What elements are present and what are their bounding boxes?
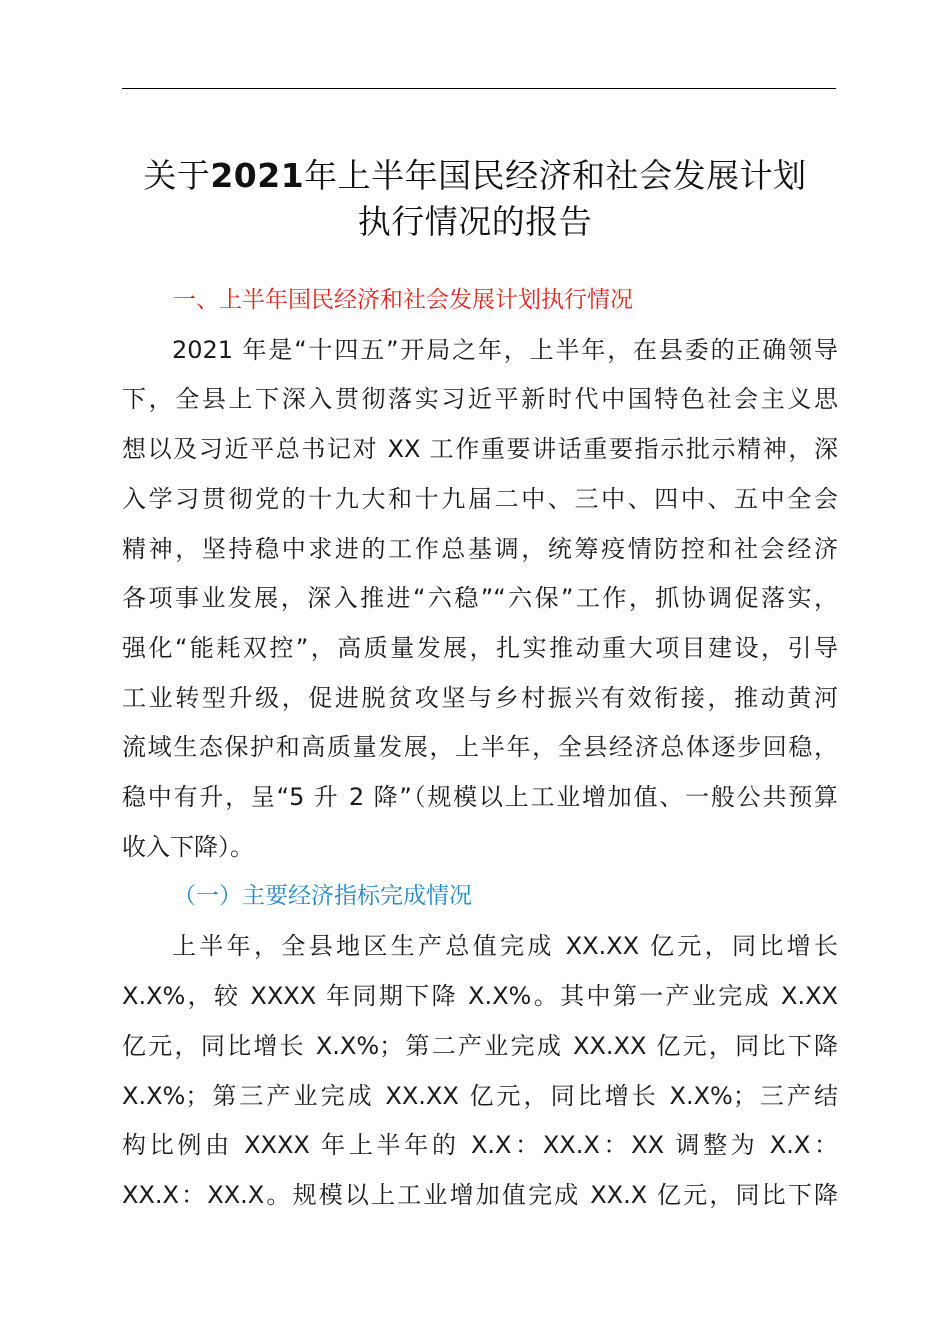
subsection-heading-1: （一）主要经济指标完成情况 xyxy=(173,883,472,909)
header-rule xyxy=(122,88,836,89)
paragraph-line: 想以及习近平总书记对 XX 工作重要讲话重要指示批示精神，深 xyxy=(122,435,838,463)
paragraph-line: 收入下降）。 xyxy=(122,833,254,861)
title-year: 2021 xyxy=(210,156,305,195)
title-suffix: 年上半年国民经济和社会发展计划 xyxy=(304,156,807,195)
paragraph-line: 亿元，同比增长 X.X%；第二产业完成 XX.XX 亿元，同比下降 xyxy=(122,1032,838,1060)
paragraph-line: 构比例由 XXXX 年上半年的 X.X：XX.X：XX 调整为 X.X： xyxy=(122,1131,838,1159)
paragraph-line: X.X%，较 XXXX 年同期下降 X.X%。其中第一产业完成 X.XX xyxy=(122,982,838,1010)
section-heading-1: 一、上半年国民经济和社会发展计划执行情况 xyxy=(173,287,633,313)
document-title-line-2: 执行情况的报告 xyxy=(357,202,593,241)
paragraph-line: 入学习贯彻党的十九大和十九届二中、三中、四中、五中全会 xyxy=(122,485,838,513)
paragraph-line: 强化“能耗双控”，高质量发展，扎实推动重大项目建设，引导 xyxy=(122,634,838,662)
paragraph-line: 2021 年是“十四五”开局之年，上半年，在县委的正确领导 xyxy=(172,336,838,364)
title-prefix: 关于 xyxy=(143,156,211,195)
paragraph-line: 流域生态保护和高质量发展，上半年，全县经济总体逐步回稳， xyxy=(122,733,838,761)
document-title-line-1 xyxy=(100,156,850,196)
paragraph-line: 下，全县上下深入贯彻落实习近平新时代中国特色社会主义思 xyxy=(122,385,838,413)
paragraph-line: XX.X：XX.X。规模以上工业增加值完成 XX.X 亿元，同比下降 xyxy=(122,1181,838,1209)
paragraph-line: 稳中有升，呈“5 升 2 降”（规模以上工业增加值、一般公共预算 xyxy=(122,783,838,811)
paragraph-line: X.X%；第三产业完成 XX.XX 亿元，同比增长 X.X%；三产结 xyxy=(122,1082,838,1110)
paragraph-line: 各项事业发展，深入推进“六稳”“六保”工作，抓协调促落实， xyxy=(122,584,838,612)
paragraph-line: 上半年，全县地区生产总值完成 XX.XX 亿元，同比增长 xyxy=(172,932,838,960)
paragraph-line: 精神，坚持稳中求进的工作总基调，统筹疫情防控和社会经济 xyxy=(122,535,838,563)
paragraph-line: 工业转型升级，促进脱贫攻坚与乡村振兴有效衔接，推动黄河 xyxy=(122,684,838,712)
